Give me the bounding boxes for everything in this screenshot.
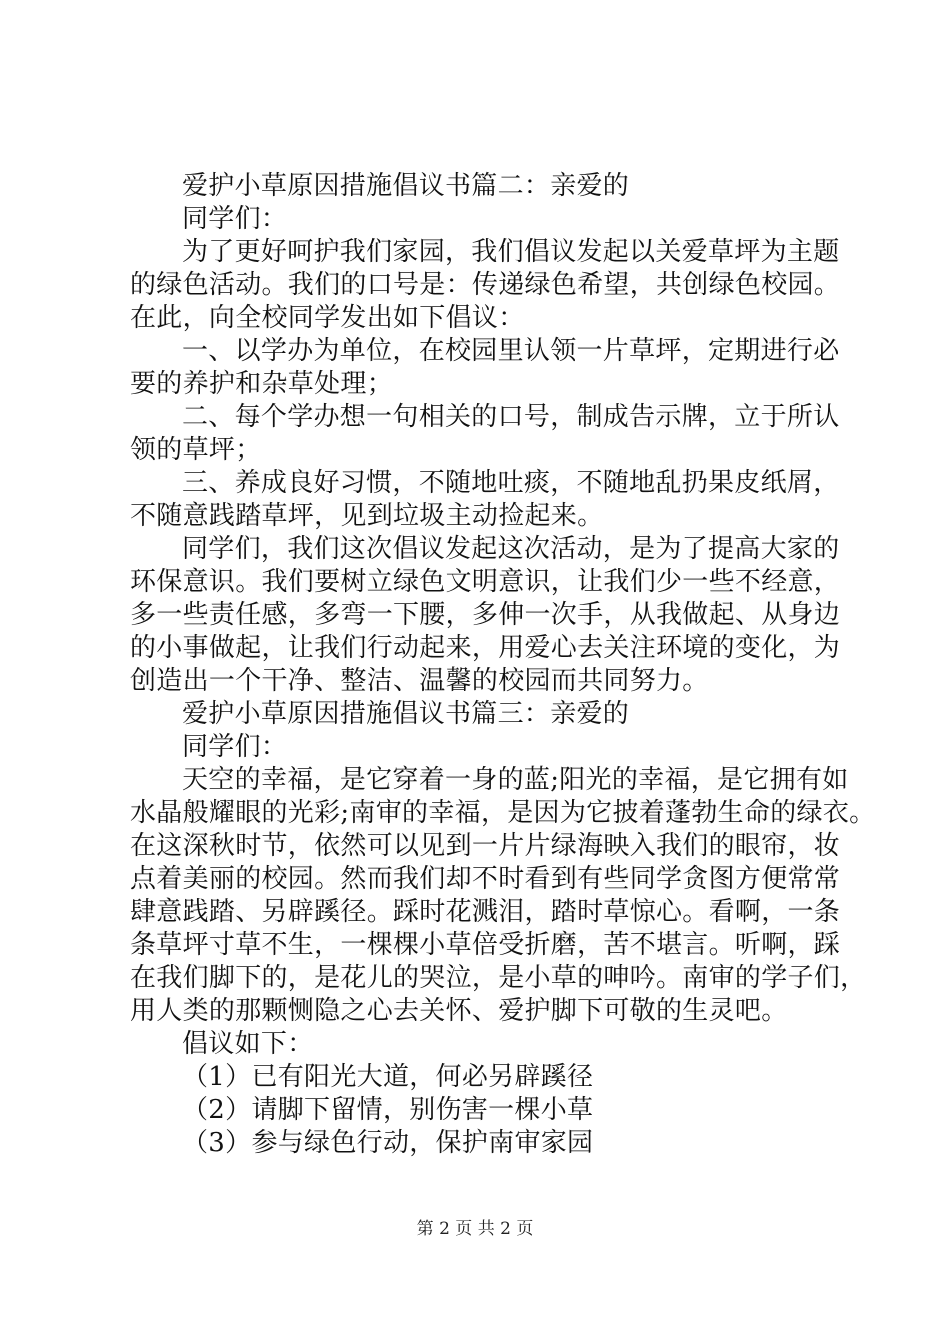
heading-line: 爱护小草原因措施倡议书篇二：亲爱的	[182, 171, 630, 201]
paragraph-line: 在我们脚下的，是花儿的哭泣，是小草的呻吟。南审的学子们，	[130, 963, 867, 993]
proposal-item-line: （3）参与绿色行动，保护南审家园	[182, 1128, 594, 1158]
proposal-item-line: （1）已有阳光大道，何必另辟蹊径	[182, 1062, 594, 1092]
heading-line: 爱护小草原因措施倡议书篇三：亲爱的	[182, 699, 630, 729]
paragraph-line: 用人类的那颗恻隐之心去关怀、爱护脚下可敬的生灵吧。	[130, 996, 788, 1026]
paragraph-line: 在此，向全校同学发出如下倡议：	[130, 303, 525, 333]
paragraph-line: 肆意践踏、另辟蹊径。踩时花溅泪，踏时草惊心。看啊，一条	[130, 897, 841, 927]
proposal-item-line: （2）请脚下留情，别伤害一棵小草	[182, 1095, 594, 1125]
paragraph-line: 的小事做起，让我们行动起来，用爱心去关注环境的变化，为	[130, 633, 841, 663]
list-item-line: 要的养护和杂草处理；	[130, 369, 394, 399]
paragraph-line: 的绿色活动。我们的口号是：传递绿色希望，共创绿色校园。	[130, 270, 841, 300]
paragraph-line: 在这深秋时节，依然可以见到一片片绿海映入我们的眼帘，妆	[130, 831, 841, 861]
page-number-footer: 第 2 页 共 2 页	[416, 1219, 534, 1239]
paragraph-line: 为了更好呵护我们家园，我们倡议发起以关爱草坪为主题	[182, 237, 840, 267]
paragraph-line: 同学们，我们这次倡议发起这次活动，是为了提高大家的	[182, 534, 840, 564]
list-item-line: 三、养成良好习惯，不随地吐痰，不随地乱扔果皮纸屑，	[182, 468, 840, 498]
paragraph-line: 天空的幸福，是它穿着一身的蓝;阳光的幸福，是它拥有如	[182, 765, 849, 795]
paragraph-line: 创造出一个干净、整洁、温馨的校园而共同努力。	[130, 666, 709, 696]
paragraph-line: 条草坪寸草不生，一棵棵小草倍受折磨，苦不堪言。听啊，踩	[130, 930, 841, 960]
salutation-line: 同学们：	[182, 732, 288, 762]
paragraph-line: 环保意识。我们要树立绿色文明意识，让我们少一些不经意，	[130, 567, 841, 597]
paragraph-line: 多一些责任感，多弯一下腰，多伸一次手，从我做起、从身边	[130, 600, 841, 630]
paragraph-line: 点着美丽的校园。然而我们却不时看到有些同学贪图方便常常	[130, 864, 841, 894]
list-item-line: 一、以学办为单位，在校园里认领一片草坪，定期进行必	[182, 336, 840, 366]
list-item-line: 领的草坪；	[130, 435, 262, 465]
paragraph-line: 水晶般耀眼的光彩;南审的幸福，是因为它披着蓬勃生命的绿衣。	[130, 798, 876, 828]
list-item-line: 二、每个学办想一句相关的口号，制成告示牌，立于所认	[182, 402, 840, 432]
salutation-line: 同学们：	[182, 204, 288, 234]
list-item-line: 不随意践踏草坪，见到垃圾主动捡起来。	[130, 501, 604, 531]
proposal-heading-line: 倡议如下：	[182, 1029, 314, 1059]
document-body	[130, 170, 876, 1160]
